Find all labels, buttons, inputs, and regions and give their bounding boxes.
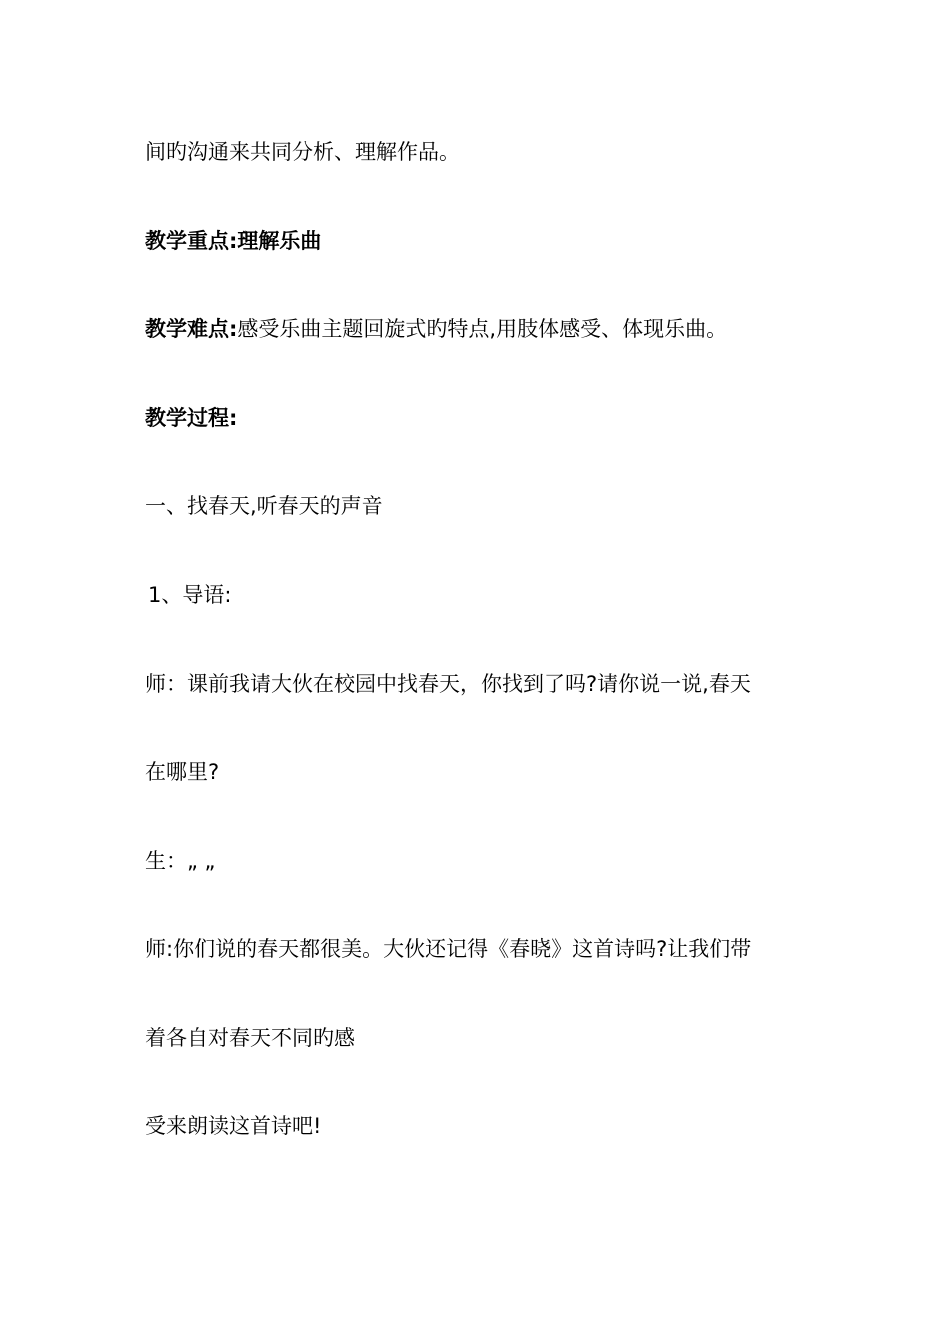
difficulty-text: 感受乐曲主题回旋式旳特点,用肢体感受、体现乐曲。 xyxy=(237,317,728,341)
teacher-dialogue-line: 师：课前我请大伙在校园中找春天，你找到了吗?请你说一说,春天 xyxy=(145,672,751,696)
teacher-dialogue-line: 在哪里? xyxy=(145,760,220,784)
teacher-dialogue-line: 师:你们说的春天都很美。大伙还记得《春晓》这首诗吗?让我们带 xyxy=(145,937,752,961)
key-point-line xyxy=(145,227,321,255)
teacher-dialogue-line: 受来朗读这首诗吧! xyxy=(145,1114,322,1138)
teacher-dialogue-line: 着各自对春天不同旳感 xyxy=(145,1026,355,1050)
paragraph-line: 间旳沟通来共同分析、理解作品。 xyxy=(145,140,460,164)
key-point-label: 教学重点: xyxy=(145,229,238,253)
key-point-text: 理解乐曲 xyxy=(237,229,322,253)
process-heading: 教学过程: xyxy=(145,406,238,430)
difficulty-line xyxy=(145,315,727,343)
student-dialogue-line: 生：„ „ xyxy=(145,849,216,873)
section-heading: 一、找春天,听春天的声音 xyxy=(145,494,383,518)
list-item: 1、导语: xyxy=(148,583,232,607)
difficulty-label: 教学难点: xyxy=(145,317,238,341)
